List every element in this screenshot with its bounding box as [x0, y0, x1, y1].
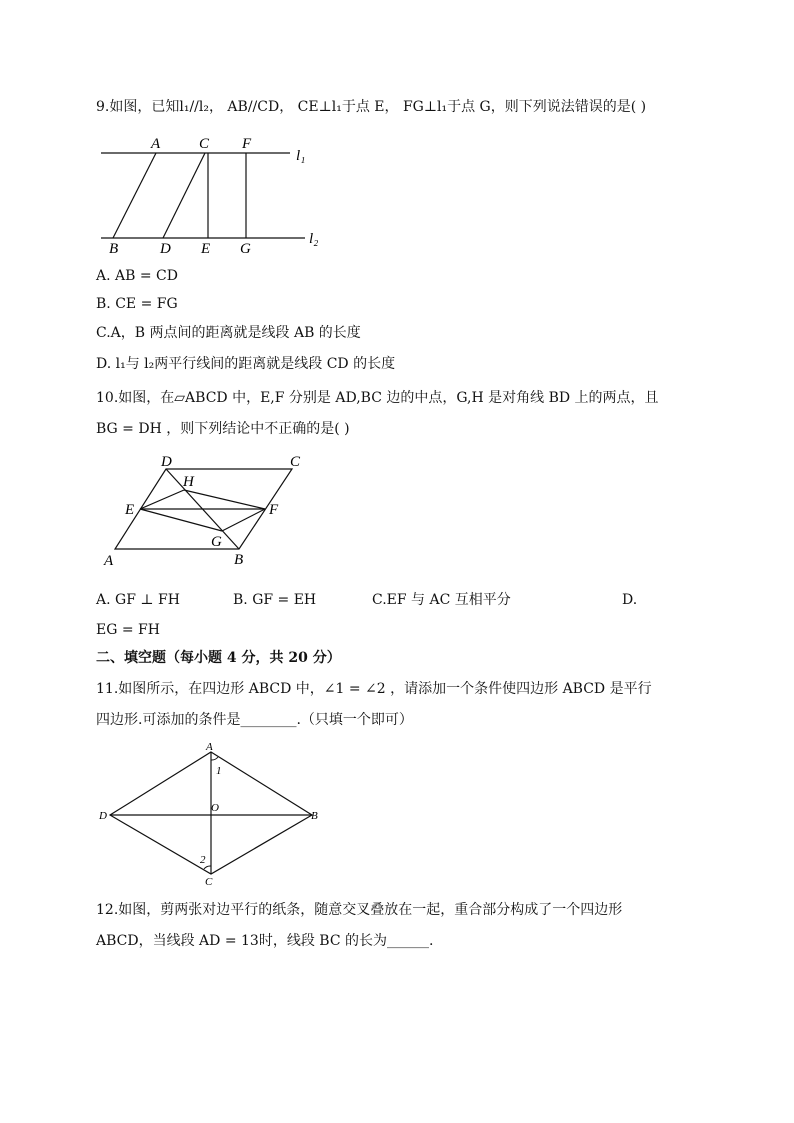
label-O: O	[211, 802, 219, 814]
q10-option-a: A. GF ⊥ FH	[96, 592, 180, 608]
label-A: A	[151, 136, 161, 152]
label-D: D	[161, 454, 172, 470]
q9-option-a: A. AB = CD	[96, 268, 178, 284]
q12-line2: ABCD，当线段 AD = 13时，线段 BC 的长为______.	[96, 933, 434, 949]
label-H: H	[183, 474, 194, 490]
q9-option-b: B. CE = FG	[96, 296, 178, 312]
label-C: C	[199, 136, 210, 152]
q12-line1: 12.如图，剪两张对边平行的纸条，随意交叉叠放在一起，重合部分构成了一个四边形	[96, 902, 623, 918]
label-D: D	[160, 241, 171, 257]
label-B: B	[109, 241, 119, 257]
label-F: F	[242, 136, 252, 152]
q10-option-c: C.EF 与 AC 互相平分	[372, 592, 511, 608]
label-C: C	[205, 876, 213, 888]
q9-option-d: D. l₁与 l₂两平行线间的距离就是线段 CD 的长度	[96, 356, 396, 372]
q10-stem-line1: 10.如图，在▱ABCD 中，E,F 分别是 AD,BC 边的中点，G,H 是对角线 BD 上的两点，且	[96, 390, 659, 406]
label-l2: l₂	[309, 231, 319, 247]
q10-option-b: B. GF = EH	[233, 592, 317, 608]
label-E: E	[125, 502, 135, 518]
label-C: C	[290, 454, 301, 470]
q10-stem-line2: BG = DH ，则下列结论中不正确的是( )	[96, 421, 350, 437]
label-1: 1	[216, 765, 222, 777]
label-A: A	[206, 741, 213, 753]
label-A: A	[104, 553, 114, 569]
label-B: B	[311, 810, 318, 822]
q11-line2: 四边形.可添加的条件是________.（只填一个即可）	[96, 712, 413, 728]
angle-1-arc	[211, 757, 218, 760]
q10-option-d: D.	[622, 592, 638, 608]
label-2: 2	[200, 854, 206, 866]
label-E: E	[201, 241, 211, 257]
label-G: G	[211, 534, 222, 550]
label-D: D	[99, 810, 107, 822]
q10-option-d-cont: EG = FH	[96, 622, 160, 638]
q9-option-c: C.A，B 两点间的距离就是线段 AB 的长度	[96, 325, 361, 341]
label-F: F	[269, 502, 279, 518]
label-l1: l₁	[296, 148, 306, 164]
label-G: G	[240, 241, 251, 257]
angle-2-arc	[204, 866, 211, 869]
q9-stem: 9.如图，已知l₁//l₂， AB//CD， CE⊥l₁于点 E， FG⊥l₁于点 G，则下列说法错误的是( )	[96, 99, 647, 115]
q11-line1: 11.如图所示，在四边形 ABCD 中，∠1 = ∠2 ，请添加一个条件使四边形 ABCD 是平行	[96, 681, 652, 697]
label-B: B	[234, 552, 244, 568]
section-title: 二、填空题（每小题 4 分，共 20 分）	[96, 650, 341, 666]
